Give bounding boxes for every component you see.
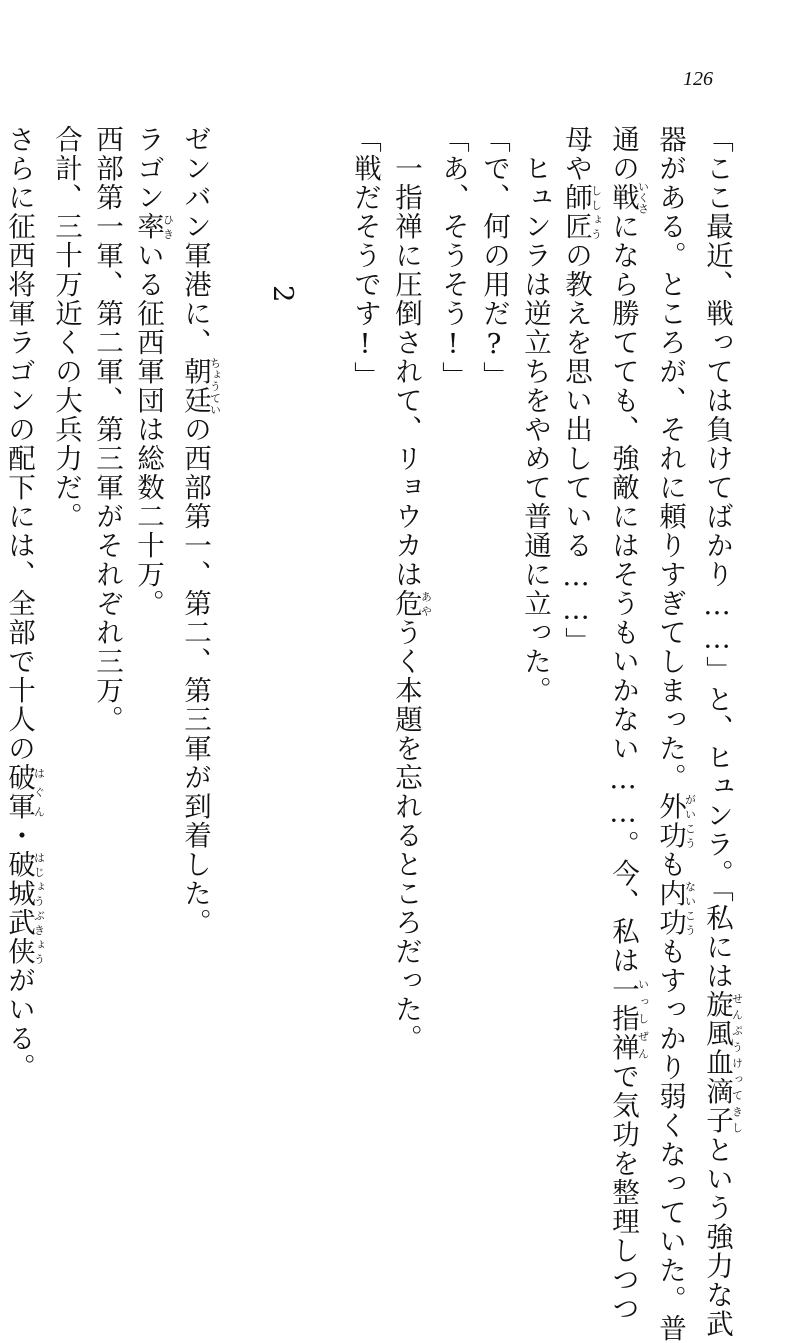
ruby-word: 朝廷ちょうてい: [179, 357, 222, 415]
blank-line: [303, 125, 344, 1125]
ruby-word: 内功ないこう: [654, 879, 697, 937]
ruby-word: 危あや: [390, 589, 433, 618]
vertical-text-body: [3, 125, 744, 1343]
text-line: 「戦だそうです!」: [349, 125, 381, 391]
blank-line: [221, 125, 262, 1125]
text-line: 「あ、そうそう!」: [437, 125, 469, 391]
section-number: 2: [267, 285, 299, 304]
text-line: さらに征西将軍ラゴンの配下には、全部で十人の破軍はぐん・破城はじょう武侠ぶきょうがいる。: [3, 125, 46, 1082]
text-line: 合計、三十万近くの大兵力だ。: [50, 125, 82, 531]
text-line: ヒュンラは逆立ちをやめて普通に立った。: [519, 154, 551, 705]
text-line: 西部第一軍、第二軍、第三軍がそれぞれ三万。: [91, 125, 123, 734]
text-line: 「ここ最近、戦っては負けてばかり……」と、ヒュンラ。「私には旋風血滴子せんぷうけってきしという強力な武: [701, 125, 744, 1339]
text-line: ラゴン率ひきいる征西軍団は総数二十万。: [132, 125, 175, 618]
ruby-word: 旋風血滴子せんぷうけってきし: [701, 990, 744, 1136]
ruby-word: 破城はじょう: [3, 850, 46, 908]
ruby-word: 師匠ししょう: [560, 183, 603, 241]
text-line: 「で、何の用だ?」: [478, 125, 510, 391]
ruby-word: 率ひき: [132, 212, 175, 241]
text-line: ゼンバン軍港に、朝廷ちょうていの西部第一、第二、第三軍が到着した。: [179, 125, 222, 937]
ruby-word: 戦いくさ: [607, 181, 650, 214]
ruby-word: 外功がいこう: [654, 792, 697, 850]
ruby-word: 一指禅いっしぜん: [607, 975, 650, 1062]
text-line: 器がある。ところが、それに頼りすぎてしまった。外功がいこうも内功ないこうもすっかり弱くなっていた。普: [654, 125, 697, 1343]
ruby-word: 破軍はぐん: [3, 763, 46, 821]
text-line: 一指禅に圧倒されて、リョウカは危あやうく本題を忘れるところだった。: [390, 154, 433, 1053]
text-line: 母や師匠ししょうの教えを思い出している……」: [560, 125, 603, 656]
ruby-word: 武侠ぶきょう: [3, 908, 46, 966]
page-number: 126: [683, 68, 713, 90]
text-line: 通の戦いくさになら勝てても、強敵にはそうもいかない……。今、私は一指禅いっしぜんで気功を整理しつつ: [607, 125, 650, 1323]
